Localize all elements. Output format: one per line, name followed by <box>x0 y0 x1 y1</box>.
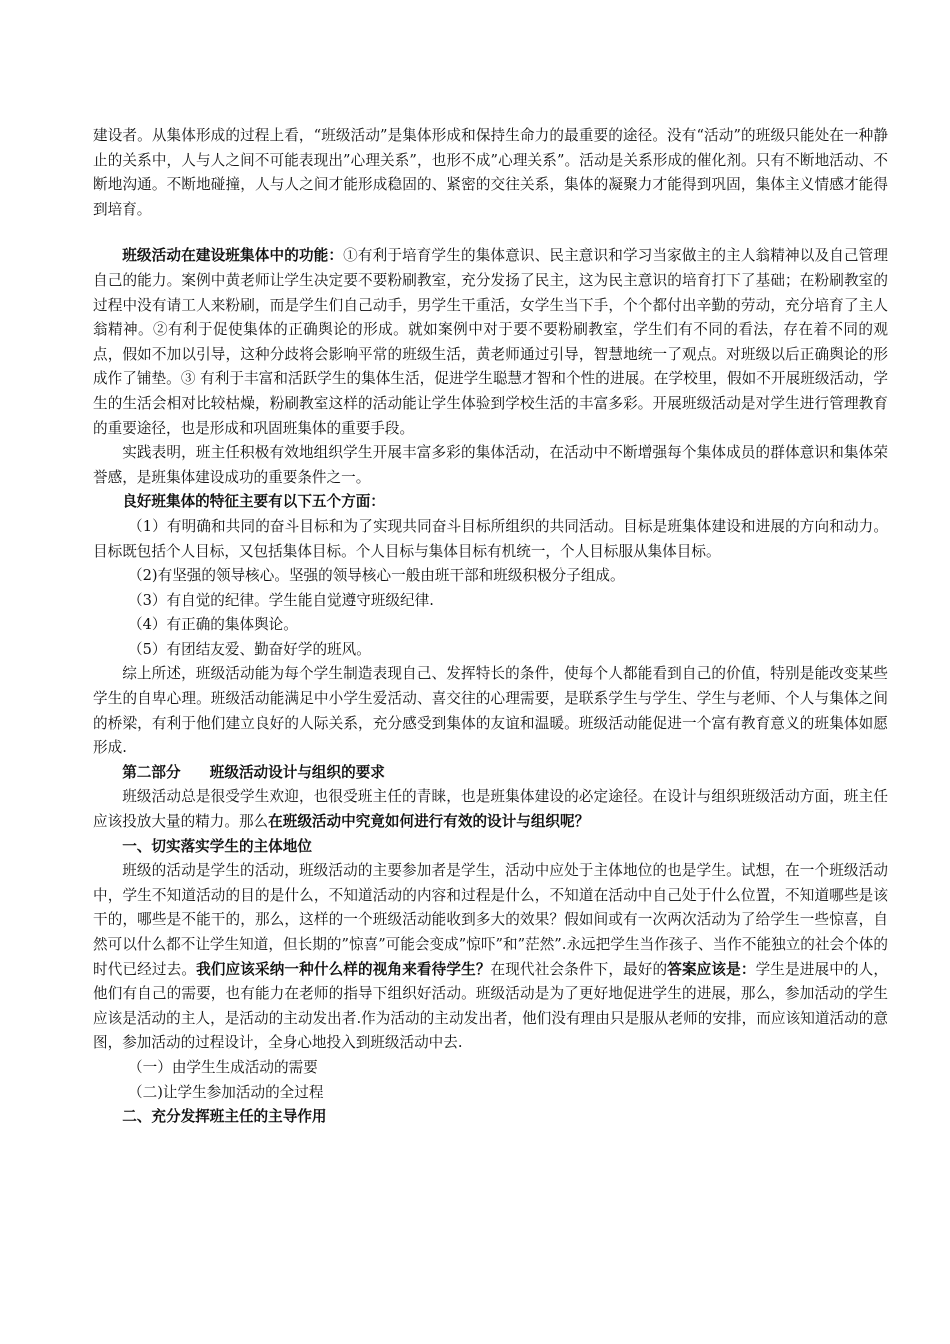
student-subject-lead: 在现代社会条件下，最好的 <box>490 960 668 978</box>
feature-item-2: （2)有坚强的领导核心。坚强的领导核心一般由班干部和班级积极分子组成。 <box>128 567 625 585</box>
paragraph-design-intro <box>93 785 888 834</box>
feature-item-5: （5）有团结友爱、勤奋好学的班风。 <box>128 640 371 658</box>
paragraph-activity-functions <box>93 244 888 441</box>
paragraph-summary: 综上所述，班级活动能为每个学生制造表现自己、发挥特长的条件，使每个人都能看到自己的价值，特别是能改变某些学生的自卑心理。班级活动能满足中小学生爱活动、喜交往的心理需要，是联系学生与学生、学生与老师、个人与集体之间的桥梁，有利于他们建立良好的人际关系，充分感受到集体的友谊和温暖。班级活动能促进一个富有教育意义的班集体如愿形成. <box>93 665 888 757</box>
design-intro-text: 班级活动总是很受学生欢迎，也很受班主任的青睐，也是班集体建设的必定途径。在设计与组织班级活动方面，班主任应该投放大量的精力。那么 <box>93 788 888 831</box>
feature-item-1: （1）有明确和共同的奋斗目标和为了实现共同奋斗目标所组织的共同活动。目标是班集体建设和进展的方向和动力。目标既包括个人目标，又包括集体目标。个人目标与集体目标有机统一，个人目标服从集体目标。 <box>93 517 888 560</box>
feature-item-3: （3）有自觉的纪律。学生能自觉遵守班级纪律. <box>128 591 434 609</box>
paragraph-gap <box>93 222 888 244</box>
section-heading-1-text: 一、切实落实学生的主体地位 <box>122 837 312 855</box>
section-heading-2-text: 二、充分发挥班主任的主导作用 <box>122 1108 327 1126</box>
document-page <box>93 124 888 1130</box>
subsection-2: （二)让学生参加活动的全过程 <box>128 1083 324 1101</box>
paragraph-collective-formation: 建设者。从集体形成的过程上看，“班级活动”是集体形成和保持生命力的最重要的途径。没有“活动”的班级只能处在一种静止的关系中，人与人之间不可能表现出”心理关系”，也形不成”心理关系”。活动是关系形成的催化剂。只有不断地活动、不断地沟通。不断地碰撞，人与人之间才能形成稳固的、紧密的交往关系，集体的凝聚力才能得到巩固，集体主义情感才能得到培育。 <box>93 127 888 218</box>
paragraph-student-subject <box>93 859 888 1056</box>
functions-body: ①有利于培育学生的集体意识、民主意识和学习当家做主的主人翁精神以及自己管理自己的能力。案例中黄老师让学生决定要不要粉刷教室，充分发扬了民主，这为民主意识的培育打下了基础；在粉刷教室的过程中没有请工人来粉刷，而是学生们自己动手，男学生干重活，女学生当下手，个个都付出辛勤的劳动，充分培育了主人翁精神。②有利于促使集体的正确舆论的形成。就如案例中对于要不要粉刷教室，学生们有不同的看法，存在着不同的观点，假如不加以引导，这种分歧将会影响平常的班级生活，黄老师通过引导，智慧地统一了观点。对班级以后正确舆论的形成作了铺垫。③ 有利于丰富和活跃学生的集体生活，促进学生聪慧才智和个性的进展。在学校里，假如不开展班级活动，学生的生活会相对比较枯燥，粉刷教室这样的活动能让学生体验到学校生活的丰富多彩。开展班级活动是对学生进行管理教育的重要途径，也是形成和巩固班集体的重要手段。 <box>93 247 888 437</box>
paragraph-practice: 实践表明，班主任积极有效地组织学生开展丰富多彩的集体活动，在活动中不断增强每个集体成员的群体意识和集体荣誉感，是班集体建设成功的重要条件之一。 <box>93 444 888 486</box>
student-subject-question: 我们应该采纳一种什么样的视角来看待学生？ <box>196 960 491 978</box>
student-subject-answer-label: 答案应该是： <box>667 960 756 978</box>
student-subject-text: 班级的活动是学生的活动，班级活动的主要参加者是学生，活动中应处于主体地位的也是学生。试想，在一个班级活动中，学生不知道活动的目的是什么，不知道活动的内容和过程是什么，不知道在活动中自己处于什么位置，不知道哪些是该干的，哪些是不能干的，那么，这样的一个班级活动能收到多大的效果？假如间或有一次两次活动为了给学生一些惊喜，自然可以什么都不让学生知道，但长期的”惊喜”可能会变成”惊吓”和”茫然”.永远把学生当作孩子、当作不能独立的社会个体的时代已经过去。 <box>93 862 888 978</box>
student-subject-answer: 学生是进展中的人，他们有自己的需要，也有能力在老师的指导下组织好活动。班级活动是为了更好地促进学生的进展，那么，参加活动的学生应该是活动的主人，是活动的主动发出者.作为活动的主动发出者，他们没有理由只是服从老师的安排，而应该知道活动的意图，参加活动的过程设计，全身心地投入到班级活动中去. <box>93 960 888 1052</box>
feature-item-4: （4）有正确的集体舆论。 <box>128 616 298 634</box>
functions-heading: 班级活动在建设班集体中的功能： <box>122 247 344 265</box>
part-two-heading-text: 第二部分 班级活动设计与组织的要求 <box>122 763 385 781</box>
section-heading-2 <box>93 1105 888 1130</box>
features-heading <box>93 490 888 515</box>
part-two-heading <box>93 761 888 786</box>
features-heading-text: 良好班集体的特征主要有以下五个方面： <box>122 493 385 511</box>
design-intro-question: 在班级活动中究竟如何进行有效的设计与组织呢？ <box>268 813 590 831</box>
subsection-1: （一）由学生生成活动的需要 <box>128 1058 318 1076</box>
section-heading-1 <box>93 835 888 860</box>
